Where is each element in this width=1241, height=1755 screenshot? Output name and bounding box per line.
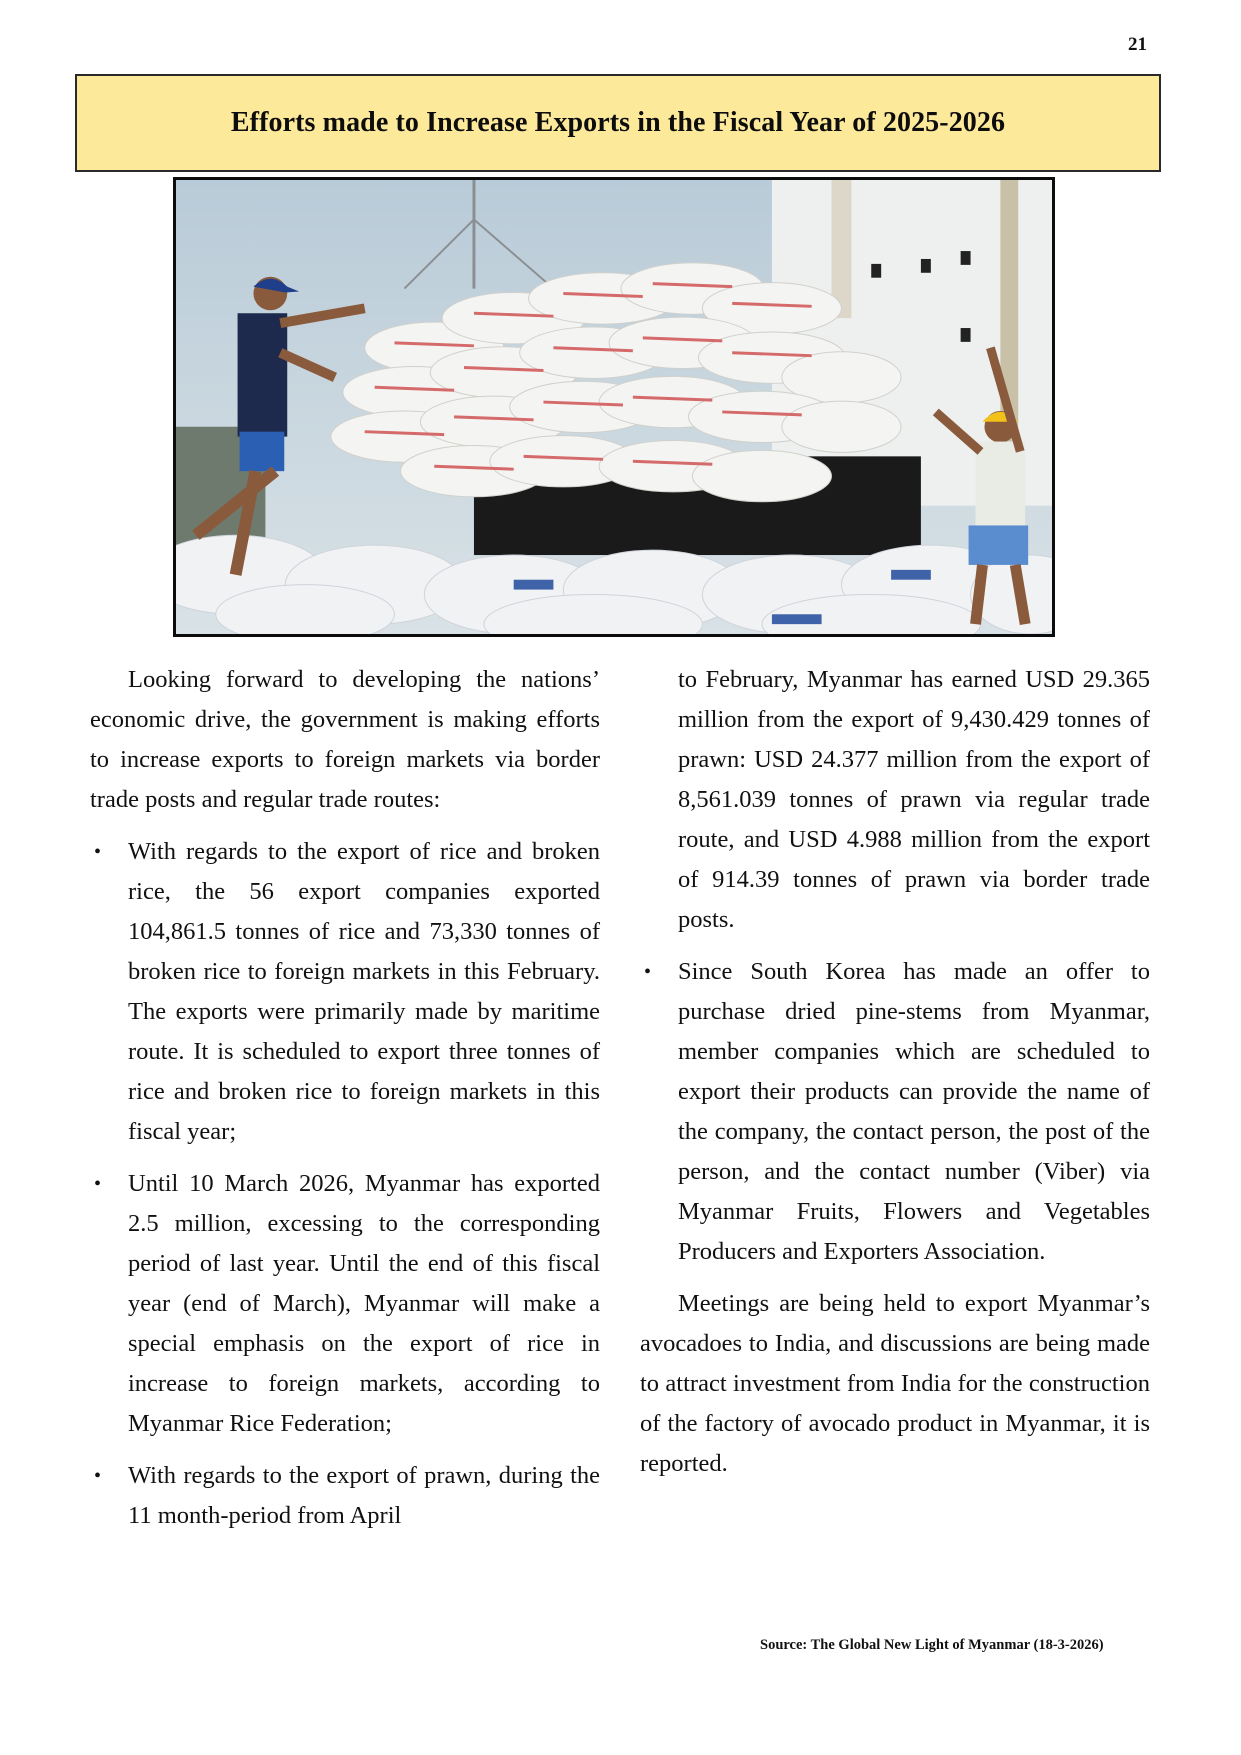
title-banner <box>75 74 1161 172</box>
source-citation: Source: The Global New Light of Myanmar (18-3-2026) <box>760 1637 1104 1653</box>
page-number: 21 <box>1128 34 1147 55</box>
page-title: Efforts made to Increase Exports in the Fiscal Year of 2025-2026 <box>230 107 1006 138</box>
list-item <box>640 952 1150 1272</box>
bullet-text: Until 10 March 2026, Myanmar has exported 2.5 million, excessing to the corresponding period of last year. Until the end of this fiscal year (end of March), Myanmar will make a special emphasis on the export of rice in increase to foreign markets, according to Myanmar Rice Federation; <box>128 1170 600 1437</box>
bullet-icon: • <box>94 1173 102 1195</box>
bullet-text: With regards to the export of rice and broken rice, the 56 export companies exported 104,861.5 tonnes of rice and 73,330 tonnes of broken rice to foreign markets in this February. The exports were primarily made by maritime route. It is scheduled to export three tonnes of rice and broken rice to foreign markets in this fiscal year; <box>128 838 600 1145</box>
list-item <box>90 1164 600 1444</box>
bullet-text: Since South Korea has made an offer to purchase dried pine-stems from Myanmar, member companies which are scheduled to export their products can provide the name of the company, the contact person, the post of the person, and the contact number (Viber) via Myanmar Fruits, Flowers and Vegetables Producers and Exporters Association. <box>678 958 1150 1265</box>
prawn-continuation: to February, Myanmar has earned USD 29.365 million from the export of 9,430.429 tonnes of prawn: USD 24.377 million from the export of 8,561.039 tonnes of prawn via regular trade route, and USD 4.988 million from the export of 914.39 tonnes of prawn via border trade posts. <box>678 666 1150 933</box>
closing-paragraph: Meetings are being held to export Myanmar’s avocadoes to India, and discussions are being made to attract investment from India for the construction of the factory of avocado product in Myanmar, it is reported. <box>640 1290 1150 1477</box>
list-item <box>90 832 600 1152</box>
photo-illustration <box>176 180 1052 634</box>
right-column <box>640 660 1150 1496</box>
left-column <box>90 660 600 1548</box>
bullet-icon: • <box>644 961 652 983</box>
left-bullet-list <box>90 832 600 1536</box>
rice-export-photo <box>173 177 1055 637</box>
list-item <box>90 1456 600 1536</box>
intro-paragraph: Looking forward to developing the nations’ economic drive, the government is making efforts to increase exports to foreign markets via border trade posts and regular trade routes: <box>90 666 600 813</box>
right-bullet-list <box>640 952 1150 1272</box>
bullet-text: With regards to the export of prawn, during the 11 month-period from April <box>128 1462 600 1529</box>
bullet-icon: • <box>94 1465 102 1487</box>
bullet-icon: • <box>94 841 102 863</box>
